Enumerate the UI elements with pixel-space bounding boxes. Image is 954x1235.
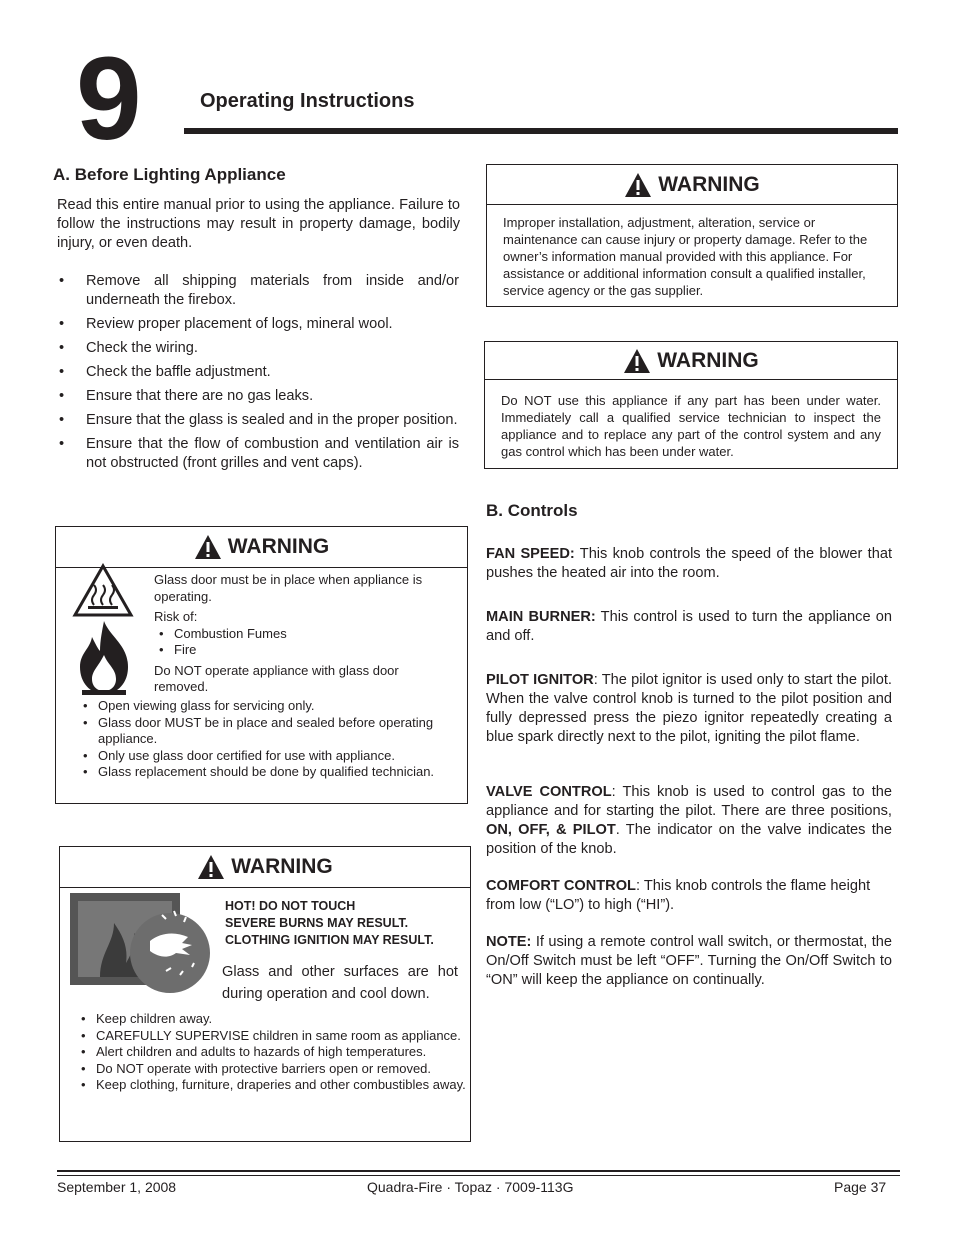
control-pilot-ignitor <box>486 671 892 747</box>
checklist-item: • Review proper placement of logs, mineral wool. <box>56 315 459 334</box>
footer-date: September 1, 2008 <box>57 1179 177 1195</box>
warning-glass-bullet: • Only use glass door certified for use with appliance. <box>78 748 458 765</box>
warning-triangle-icon <box>623 348 651 374</box>
burn-hand-icon <box>70 893 212 997</box>
control-valve <box>486 783 892 859</box>
valve-control-positions: ON, OFF, & PILOT <box>486 822 616 838</box>
warning-hot-bullet: • Keep children away. <box>76 1011 466 1028</box>
warning-hot-bullet: • Alert children and adults to hazards of high temperatures. <box>76 1044 466 1061</box>
valve-control-text2: . The indicator on the valve indicates the position of the knob. <box>486 822 892 857</box>
checklist-item: • Ensure that there are no gas leaks. <box>56 387 459 406</box>
warning-water-text: Do NOT use this appliance if any part has been under water. Immediately call a qualified service technician to inspect the appliance and to replace any part of the control system and any gas control which has been under water. <box>501 393 881 459</box>
chapter-title: Operating Instructions <box>200 90 415 112</box>
warning-hot-line3: CLOTHING IGNITION MAY RESULT. <box>225 933 434 947</box>
pilot-ignitor-text: : The pilot ignitor is used only to start the pilot. When the valve control knob is turned to the pilot position and fully depressed press the piezo ignitor repeatedly creating a blue spark directly next to the pilot, igniting the pilot flame. <box>486 672 892 745</box>
warning-glass-header <box>56 527 467 568</box>
warning-glass-bullet: • Glass replacement should be done by qualified technician. <box>78 764 458 781</box>
valve-control-text1: : This knob is used to control gas to the appliance and for starting the pilot. There are three positions, <box>486 784 892 819</box>
comfort-control-label: COMFORT CONTROL <box>486 878 636 894</box>
checklist-item: • Check the baffle adjustment. <box>56 363 459 382</box>
hot-surface-icon <box>72 563 134 619</box>
warning-glass-line2: Do NOT operate appliance with glass door removed. <box>154 662 399 694</box>
warning-glass-line1: Glass door must be in place when appliance is operating. <box>154 572 423 604</box>
warning-glass-body <box>154 572 452 696</box>
warning-glass-title: WARNING <box>227 535 330 558</box>
main-burner-text: This control is used to turn the appliance on and off. <box>486 609 892 644</box>
warning-glass-box <box>55 526 468 804</box>
warning-hot-box <box>59 846 471 1142</box>
pilot-ignitor-label: PILOT IGNITOR <box>486 672 594 688</box>
warning-triangle-icon <box>624 172 652 198</box>
warning-install-text: Improper installation, adjustment, alteration, service or maintenance can cause injury or property damage. Refer to the owner’s information manual provided with this appliance. For assistance or additional information consult a qualified installer, service agency or the gas supplier. <box>503 215 868 298</box>
warning-water-title: WARNING <box>657 348 759 372</box>
section-a-checklist <box>56 272 459 478</box>
note-label: NOTE: <box>486 934 532 950</box>
warning-hot-title: WARNING <box>231 855 333 878</box>
warning-hot-bullets <box>76 1011 466 1094</box>
warning-glass-bullet: • Open viewing glass for servicing only. <box>78 698 458 715</box>
warning-glass-risk-label: Risk of: <box>154 609 198 624</box>
checklist-item: • Ensure that the glass is sealed and in the proper position. <box>56 411 459 430</box>
control-note <box>486 933 892 990</box>
footer-rule-thin <box>57 1175 900 1176</box>
warning-install-header <box>487 165 897 205</box>
warning-hot-line1: HOT! DO NOT TOUCH <box>225 899 356 913</box>
chapter-rule <box>184 128 898 134</box>
warning-water-header <box>485 342 897 380</box>
warning-triangle-icon <box>194 534 222 560</box>
valve-control-label: VALVE CONTROL <box>486 784 612 800</box>
warning-hot-text: Glass and other surfaces are hot during operation and cool down. <box>222 964 458 1002</box>
warning-glass-bullet: • Glass door MUST be in place and sealed before operating appliance. <box>78 715 458 748</box>
warning-install-box <box>486 164 898 307</box>
section-b-heading: B. Controls <box>486 501 578 520</box>
footer-rule-thick <box>57 1170 900 1172</box>
control-comfort <box>486 877 892 915</box>
warning-install-title: WARNING <box>658 172 760 196</box>
note-text: If using a remote control wall switch, or thermostat, the On/Off Switch must be left “OFF”. Turning the On/Off Switch to “ON” will keep the appliance on continually. <box>486 934 892 988</box>
warning-hot-bullet: • CAREFULLY SUPERVISE children in same room as appliance. <box>76 1028 466 1045</box>
section-a-intro: Read this entire manual prior to using the appliance. Failure to follow the instructions may result in property damage, bodily injury, or even death. <box>57 197 460 251</box>
section-a-heading: A. Before Lighting Appliance <box>53 165 286 184</box>
fire-icon <box>76 619 132 697</box>
risk-item: • Combustion Fumes <box>154 626 452 643</box>
warning-triangle-icon <box>197 854 225 880</box>
fan-speed-text: This knob controls the speed of the blower that pushes the heated air into the room. <box>486 546 892 581</box>
fan-speed-label: FAN SPEED: <box>486 546 575 562</box>
checklist-item: • Ensure that the flow of combustion and ventilation air is not obstructed (front grilles and vent caps). <box>56 435 459 473</box>
main-burner-label: MAIN BURNER: <box>486 609 596 625</box>
warning-hot-alert <box>225 898 465 949</box>
footer-page-number: Page 37 <box>834 1179 887 1195</box>
control-main-burner <box>486 608 892 646</box>
warning-hot-bullet: • Do NOT operate with protective barriers open or removed. <box>76 1061 466 1078</box>
checklist-item: • Check the wiring. <box>56 339 459 358</box>
comfort-control-text: : This knob controls the flame height from low (“LO”) to high (“HI”). <box>486 878 871 913</box>
footer-doc-id: Quadra-Fire · Topaz · 7009-113G <box>367 1179 574 1195</box>
warning-glass-bullets <box>78 698 458 781</box>
warning-hot-line2: SEVERE BURNS MAY RESULT. <box>225 916 409 930</box>
warning-hot-header <box>60 847 470 888</box>
control-fan-speed <box>486 545 892 583</box>
checklist-item: • Remove all shipping materials from inside and/or underneath the firebox. <box>56 272 459 310</box>
chapter-number: 9 <box>76 33 140 165</box>
risk-item: • Fire <box>154 642 452 659</box>
warning-hot-bullet: • Keep clothing, furniture, draperies and other combustibles away. <box>76 1077 466 1094</box>
warning-water-box <box>484 341 898 469</box>
